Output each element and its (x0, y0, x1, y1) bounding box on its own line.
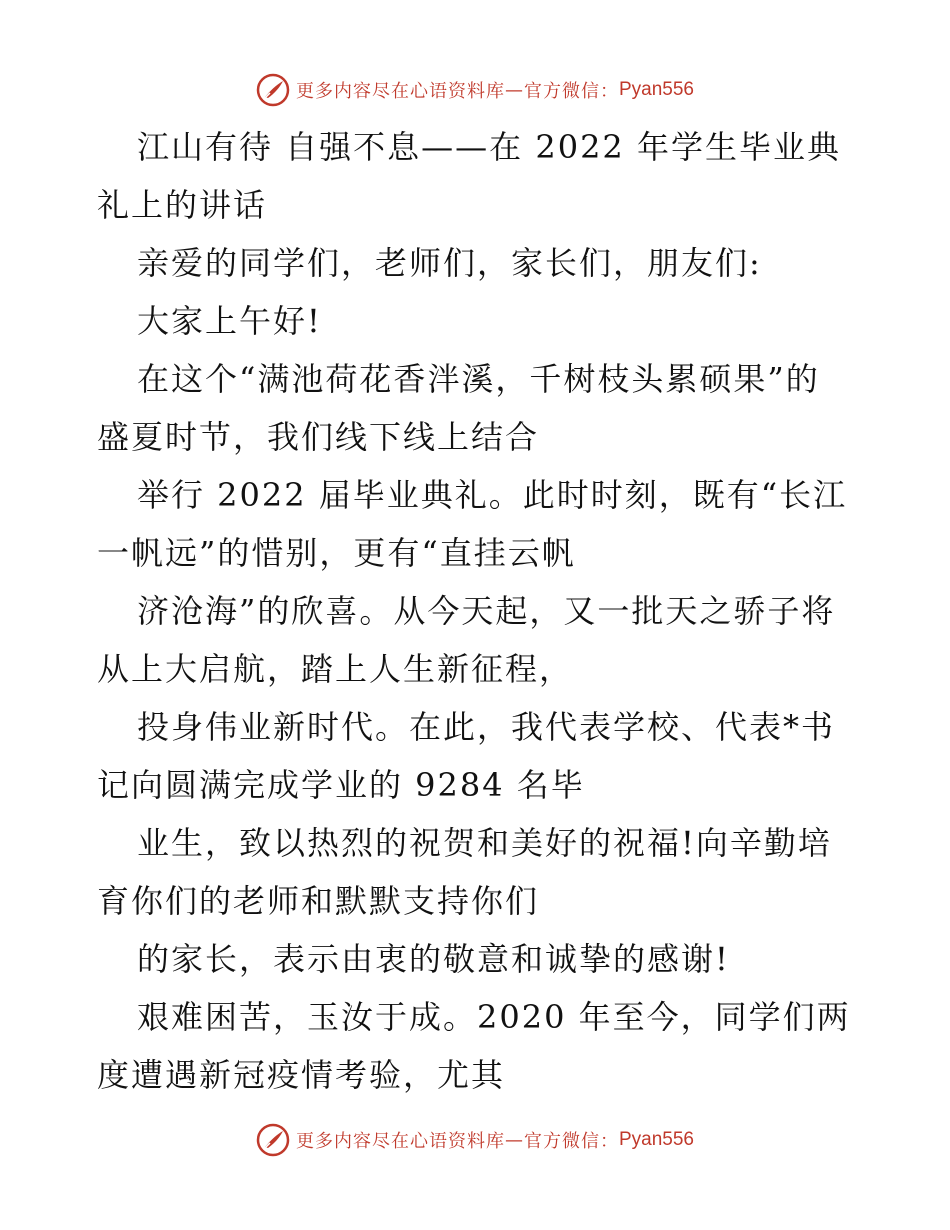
footer-watermark-banner (0, 1120, 950, 1160)
quill-logo-icon (256, 73, 290, 107)
text-line: 记向圆满完成学业的 9284 名毕 (97, 766, 585, 804)
banner-contact: 官方微信： (523, 1131, 619, 1152)
text-line: 大家上午好! (137, 302, 322, 340)
banner-brand: Pyan556 (618, 1129, 694, 1150)
banner-separator: — (504, 1129, 524, 1151)
text-line: 从上大启航，踏上人生新征程， (97, 650, 574, 688)
text-line: 亲爱的同学们，老师们，家长们，朋友们: (137, 244, 762, 282)
text-line: 一帆远”的惜别，更有“直挂云帆 (97, 534, 576, 572)
banner-contact: 官方微信： (523, 81, 619, 102)
document-body (97, 118, 857, 1104)
text-line: 育你们的老师和默默支持你们 (97, 882, 540, 920)
banner-text: 更多内容尽在心语资料库 (295, 81, 505, 102)
header-watermark-banner (0, 70, 950, 110)
banner-brand: Pyan556 (618, 79, 694, 100)
text-line: 艰难困苦，玉汝于成。2020 年至今，同学们两 (137, 998, 851, 1036)
text-line: 礼上的讲话 (97, 186, 268, 224)
text-line: 业生，致以热烈的祝贺和美好的祝福!向辛勤培 (137, 824, 832, 862)
banner-separator: — (504, 79, 524, 101)
text-line: 投身伟业新时代。在此，我代表学校、代表*书 (137, 708, 836, 746)
text-line: 济沧海”的欣喜。从今天起，又一批天之骄子将 (137, 592, 836, 630)
quill-logo-icon (256, 1123, 290, 1157)
banner-text: 更多内容尽在心语资料库 (295, 1131, 505, 1152)
text-line: 的家长，表示由衷的敬意和诚挚的感谢! (137, 940, 730, 978)
text-line: 度遭遇新冠疫情考验，尤其 (97, 1056, 506, 1094)
text-line: 江山有待 自强不息——在 2022 年学生毕业典 (137, 128, 841, 166)
text-line: 盛夏时节，我们线下线上结合 (97, 418, 540, 456)
text-line: 在这个“满池荷花香泮溪，千树枝头累硕果”的 (137, 360, 820, 398)
text-line: 举行 2022 届毕业典礼。此时时刻，既有“长江 (137, 476, 848, 514)
